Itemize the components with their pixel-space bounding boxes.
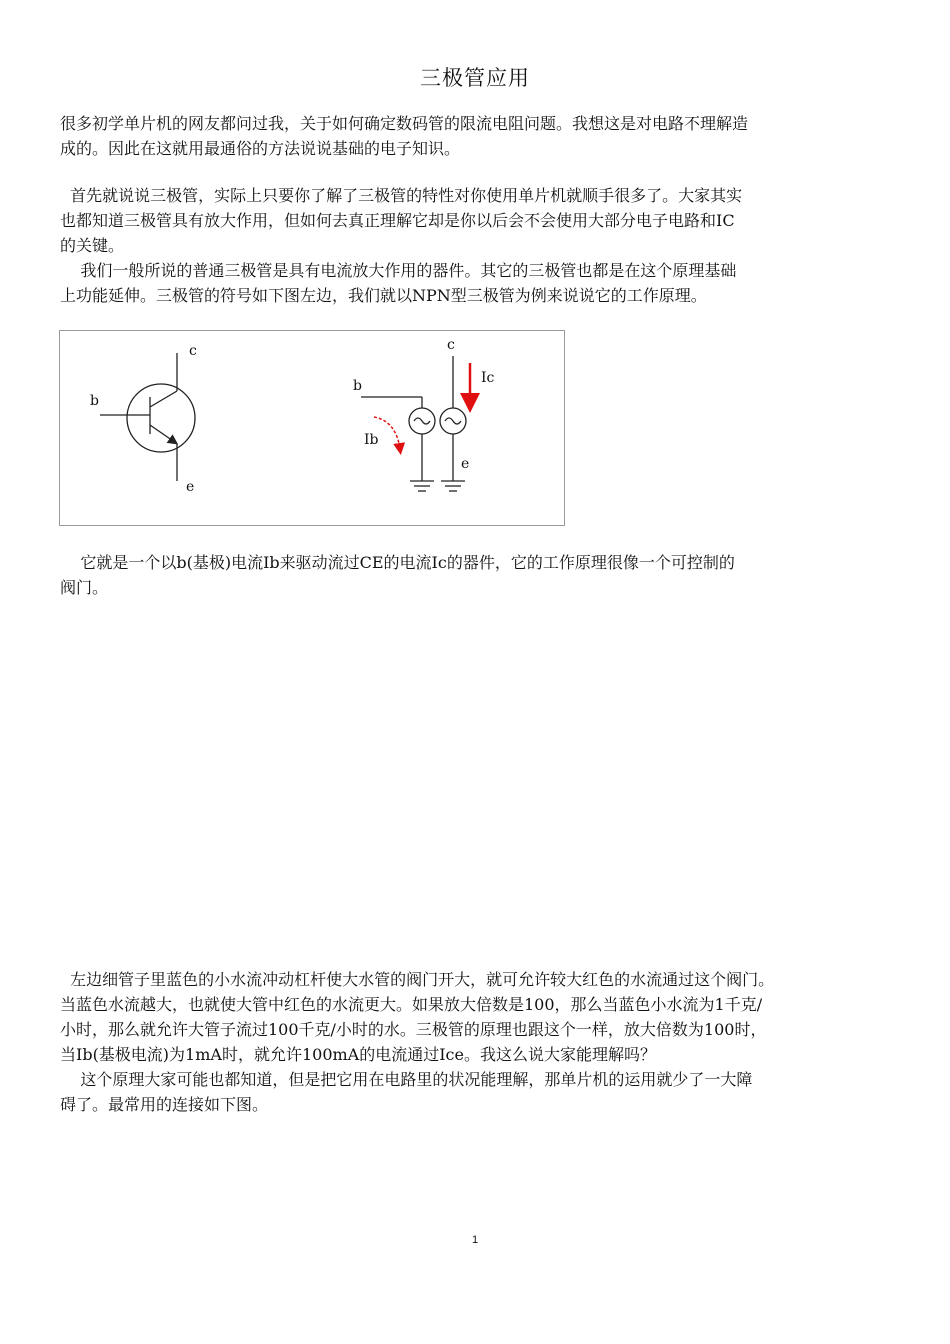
text-line: 当Ib(基极电流)为1mA时，就允许100mA的电流通过Ice。我这么说大家能理解吗？ [60,1045,656,1064]
text-line: 很多初学单片机的网友都问过我，关于如何确定数码管的限流电阻问题。我想这是对电路不理解造 [60,114,749,133]
symbol-label-b: b [90,393,99,409]
transistor-circle [127,384,195,452]
text-line: 当蓝色水流越大，也就使大管中红色的水流更大。如果放大倍数是100，那么当蓝色小水流为1千克/ [60,995,763,1014]
text-line: 上功能延伸。三极管的符号如下图左边，我们就以NPN型三极管为例来说说它的工作原理。 [60,286,707,305]
symbol-label-e: e [186,479,195,495]
valve-analogy-paragraph [60,550,910,600]
model-label-e: e [461,456,470,472]
npn-principle-paragraph [60,258,910,308]
page-title: 三极管应用 [420,66,530,90]
symbol-label-c: c [189,343,197,359]
text-line: 左边细管子里蓝色的小水流冲动杠杆使大水管的阀门开大，就可允许较大红色的水流通过这个阀门。 [60,970,775,989]
model-label-b: b [353,378,362,394]
model-label-ic: Ic [481,370,495,386]
text-line: 首先就说说三极管，实际上只要你了解了三极管的特性对你使用单片机就顺手很多了。大家其实 [60,186,743,205]
text-line: 成的。因此在这就用最通俗的方法说说基础的电子知识。 [60,139,461,158]
common-connection-paragraph [60,1067,910,1117]
emitter-diagonal [150,425,176,443]
text-line: 也都知道三极管具有放大作用，但如何去真正理解它却是你以后会不会使用大部分电子电路和IC [60,211,735,230]
transistor-figure [59,330,565,526]
text-line: 这个原理大家可能也都知道，但是把它用在电路里的状况能理解，那单片机的运用就少了一大障 [60,1070,753,1089]
text-line: 我们一般所说的普通三极管是具有电流放大作用的器件。其它的三极管也都是在这个原理基础 [60,261,737,280]
intro-paragraph [60,111,910,161]
collector-source-wave [445,418,461,424]
model-label-ib: Ib [364,432,379,448]
text-line: 的关键。 [60,236,125,255]
npn-symbol [100,353,195,481]
text-line: 小时，那么就允许大管子流过100千克/小时的水。三极管的原理也跟这个一样，放大倍数为100时， [60,1020,767,1039]
base-source-wave [414,418,430,424]
transistor-diagram-svg [60,331,566,527]
model-label-c: c [447,337,455,353]
transistor-intro-paragraph [60,183,910,258]
page-number: 1 [471,1234,479,1246]
transistor-model [361,356,466,491]
text-line: 阀门。 [60,578,109,597]
text-line: 它就是一个以b(基极)电流Ib来驱动流过CE的电流Ic的器件，它的工作原理很像一个可控制的 [60,553,735,572]
water-flow-paragraph [60,967,930,1067]
text-line: 碍了。最常用的连接如下图。 [60,1095,269,1114]
collector-diagonal [150,391,177,407]
